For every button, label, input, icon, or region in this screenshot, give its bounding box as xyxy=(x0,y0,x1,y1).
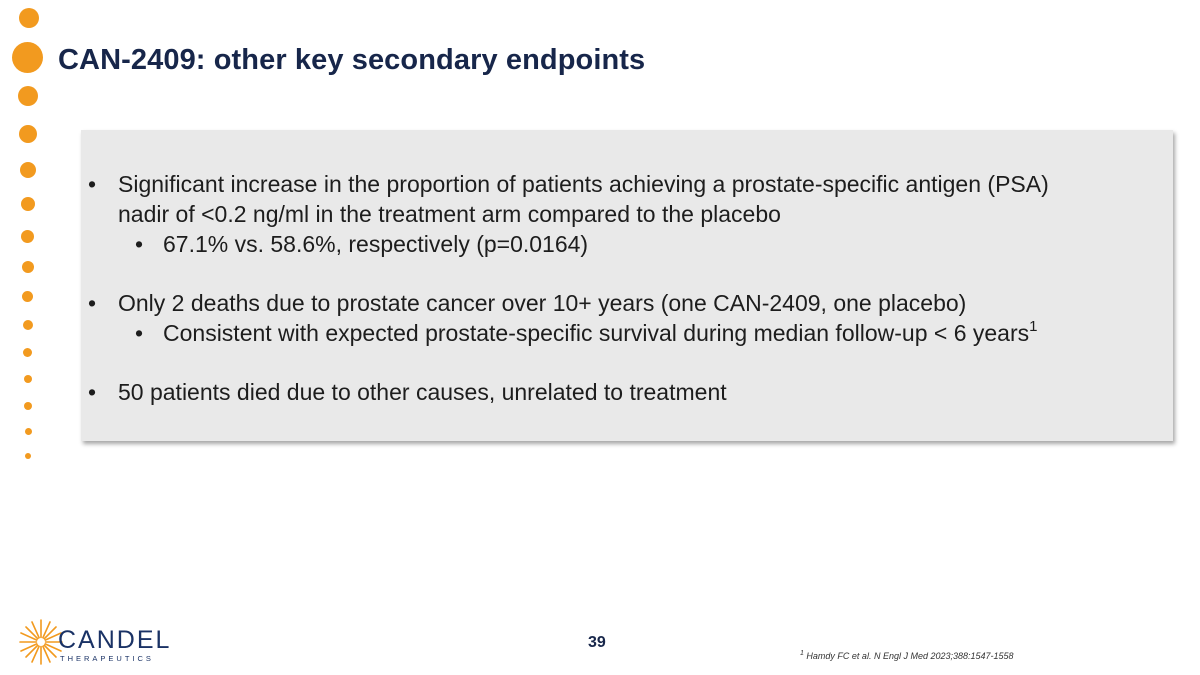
decorative-dot xyxy=(21,197,35,211)
footnote-reference: 1 xyxy=(1029,318,1038,335)
decorative-dot xyxy=(23,320,33,330)
logo-subtitle: THERAPEUTICS xyxy=(60,654,154,663)
bullet-item xyxy=(88,288,967,318)
bullet-mark: • xyxy=(88,171,97,197)
bullet-item xyxy=(88,169,1049,199)
sub-bullet-item xyxy=(135,318,1038,348)
logo-wordmark: CANDEL xyxy=(58,626,172,654)
decorative-dot xyxy=(18,86,38,106)
footnote-marker: 1 xyxy=(800,650,804,657)
page-number: 39 xyxy=(588,634,606,651)
decorative-dot xyxy=(22,291,33,302)
bullet-text: nadir of <0.2 ng/ml in the treatment arm compared to the placebo xyxy=(118,201,781,227)
sub-bullet-mark: • xyxy=(135,320,144,346)
footnote-text: Hamdy FC et al. N Engl J Med 2023;388:1547-1558 xyxy=(806,651,1014,661)
bullet-mark: • xyxy=(88,290,97,316)
bullet-item xyxy=(88,377,727,407)
bullet-mark: • xyxy=(88,379,97,405)
sub-bullet-text: Consistent with expected prostate-specific survival during median follow-up < 6 years xyxy=(163,320,1030,346)
decorative-dot xyxy=(23,348,32,357)
decorative-dot xyxy=(25,428,32,435)
sub-bullet-mark: • xyxy=(135,231,144,257)
bullet-text: Significant increase in the proportion of patients achieving a prostate-specific antigen (PSA) xyxy=(118,171,1049,197)
candel-logo xyxy=(18,614,172,670)
bullet-continuation xyxy=(118,199,781,229)
decorative-dot xyxy=(12,42,43,73)
decorative-dot xyxy=(24,402,32,410)
bullet-text: Only 2 deaths due to prostate cancer over 10+ years (one CAN-2409, one placebo) xyxy=(118,290,967,316)
decorative-dot xyxy=(24,375,32,383)
decorative-dot xyxy=(25,453,31,459)
decorative-dot xyxy=(19,8,39,28)
bullet-text: 50 patients died due to other causes, unrelated to treatment xyxy=(118,379,727,405)
decorative-dot xyxy=(19,125,37,143)
footnote xyxy=(800,651,1014,661)
slide-title: CAN-2409: other key secondary endpoints xyxy=(58,44,646,76)
decorative-dot xyxy=(20,162,36,178)
sub-bullet-item xyxy=(135,229,589,259)
decorative-dot xyxy=(21,230,34,243)
decorative-dot xyxy=(22,261,34,273)
content-box xyxy=(81,130,1173,441)
sub-bullet-text: 67.1% vs. 58.6%, respectively (p=0.0164) xyxy=(163,231,589,257)
